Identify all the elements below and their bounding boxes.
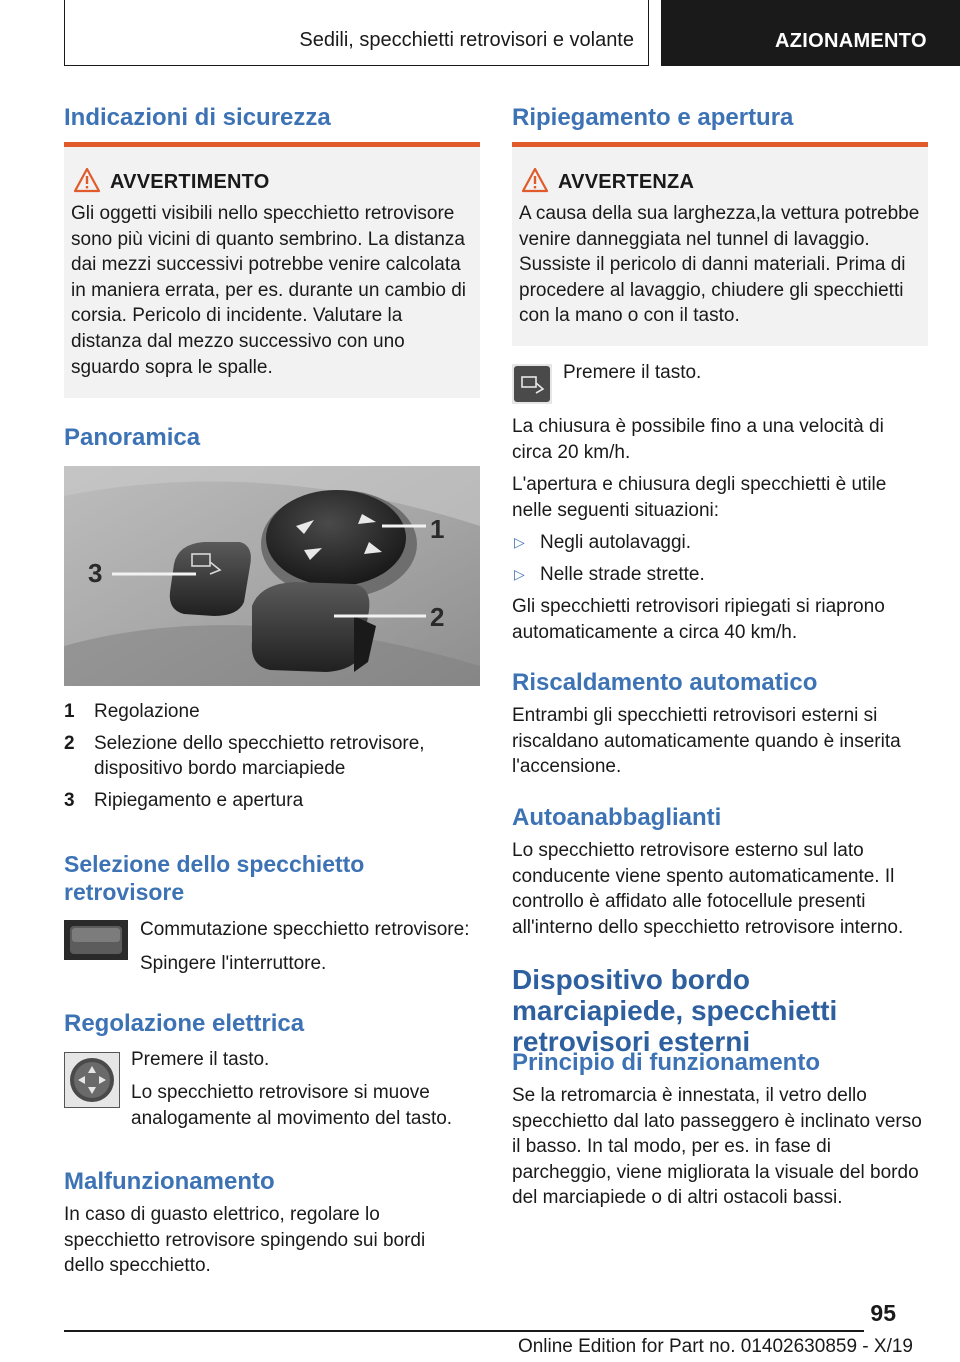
press-button-text: Premere il tasto. xyxy=(563,362,702,383)
bullet-item xyxy=(512,562,705,588)
heading-fold: Ripiegamento e apertura xyxy=(512,104,794,131)
electric-text-1: Premere il tasto. xyxy=(131,1049,270,1070)
warning-triangle-icon xyxy=(73,167,101,193)
heading-safety: Indicazioni di sicurezza xyxy=(64,104,331,131)
heading-mirror-select: Selezione dello specchietto retrovisore xyxy=(64,851,365,905)
mirror-switch-photo xyxy=(64,466,480,686)
footer-rule xyxy=(64,1330,864,1332)
header-section-title: Sedili, specchietti retrovisori e volante xyxy=(299,29,634,51)
electric-text-2: Lo specchietto retrovisore si muove analogamente al movimento del tasto. xyxy=(131,1082,453,1129)
callout-3: 3 xyxy=(88,558,103,588)
warning-text: A causa della sua larghezza,la vettura potrebbe venire danneggiata nel tunnel di lavaggio. Sussiste il pericolo di danni materiali. Prima di procedere al lavaggio, chiudere gli specchietti con la mano o con il tasto. xyxy=(519,203,920,327)
useful-situations-text: L'apertura e chiusura degli specchietti è utile nelle seguenti situazioni: xyxy=(512,474,887,521)
list-item xyxy=(64,788,480,814)
list-item-text: Selezione dello specchietto retrovisore, dispositivo bordo marciapiede xyxy=(94,732,425,780)
heading-heating: Riscaldamento automatico xyxy=(512,669,818,696)
chapter-tab-label: AZIONAMENTO xyxy=(775,30,927,52)
bullet-text: Nelle strade strette. xyxy=(540,564,705,585)
mirror-adjust-button-icon xyxy=(64,1052,120,1108)
mirror-select-switch-icon xyxy=(64,920,128,960)
bullet-text: Negli autolavaggi. xyxy=(540,532,692,553)
bullet-triangle-icon: ▷ xyxy=(514,566,525,582)
list-item-number: 1 xyxy=(64,701,75,722)
list-item-text: Ripiegamento e apertura xyxy=(94,789,304,811)
heading-antiglare: Autoanabbaglianti xyxy=(512,804,722,831)
closing-speed-text: La chiusura è possibile fino a una velocità di circa 20 km/h. xyxy=(512,416,884,463)
warning-title: AVVERTIMENTO xyxy=(110,171,270,193)
list-item-number: 3 xyxy=(64,789,75,811)
select-text-1: Commutazione specchietto retrovisore: xyxy=(140,919,470,940)
reopen-text: Gli specchietti retrovisori ripiegati si riaprono automaticamente a circa 40 km/h. xyxy=(512,596,885,643)
heading-principle: Principio di funzionamento xyxy=(512,1049,820,1076)
footer-edition: Online Edition for Part no. 01402630859 - X/19 xyxy=(517,1336,913,1357)
malfunction-text: In caso di guasto elettrico, regolare lo specchietto retrovisore spingendo sui bordi dello specchietto. xyxy=(64,1204,426,1277)
header-chapter-tab xyxy=(661,0,960,66)
list-item-number: 2 xyxy=(64,732,75,754)
header-section-box xyxy=(64,0,649,66)
list-item-text: Regolazione xyxy=(94,701,200,722)
heading-electric-adjust: Regolazione elettrica xyxy=(64,1010,305,1037)
page-number: 95 xyxy=(870,1300,896,1326)
heating-text: Entrambi gli specchietti retrovisori esterni si riscaldano automaticamente quando è inserita l'accensione. xyxy=(512,705,901,778)
heading-overview: Panoramica xyxy=(64,424,201,451)
warning-title: AVVERTENZA xyxy=(558,171,695,193)
antiglare-text: Lo specchietto retrovisore esterno sul lato conducente viene spento automaticamente. Il controllo è affidato alle fotocellule presenti all'interno dello specchietto retrovisore interno. xyxy=(512,840,904,938)
warning-box-left xyxy=(64,142,480,398)
list-item xyxy=(64,699,480,725)
callout-2: 2 xyxy=(430,602,445,632)
mirror-fold-button-icon xyxy=(512,364,552,404)
warning-box-right xyxy=(512,142,928,346)
principle-text: Se la retromarcia è innestata, il vetro dello specchietto dal lato passeggero è inclinato verso il basso. In tal modo, per es. in fase di parcheggio, viene migliorata la visuale del bordo del marciapiede o di altri ostacoli bassi. xyxy=(512,1085,922,1209)
list-item xyxy=(64,731,480,782)
heading-curb-device: Dispositivo bordo marciapiede, specchietti retrovisori esterni xyxy=(512,964,838,1057)
select-text-2: Spingere l'interruttore. xyxy=(140,953,327,974)
bullet-triangle-icon: ▷ xyxy=(514,534,525,550)
heading-malfunction: Malfunzionamento xyxy=(64,1168,275,1195)
warning-text: Gli oggetti visibili nello specchietto retrovisore sono più vicini di quanto sembrino. La distanza dai mezzi successivi potrebbe venire calcolata in maniera errata, per es. durante un cambio di corsia. Pericolo di incidente. Valutare la distanza dal mezzo successivo con uno sguardo sopra le spalle. xyxy=(71,203,466,378)
callout-1: 1 xyxy=(430,514,445,544)
warning-triangle-icon xyxy=(521,167,549,193)
bullet-item xyxy=(512,530,691,556)
overview-list xyxy=(64,699,480,819)
mirror-control-illustration xyxy=(64,466,480,686)
